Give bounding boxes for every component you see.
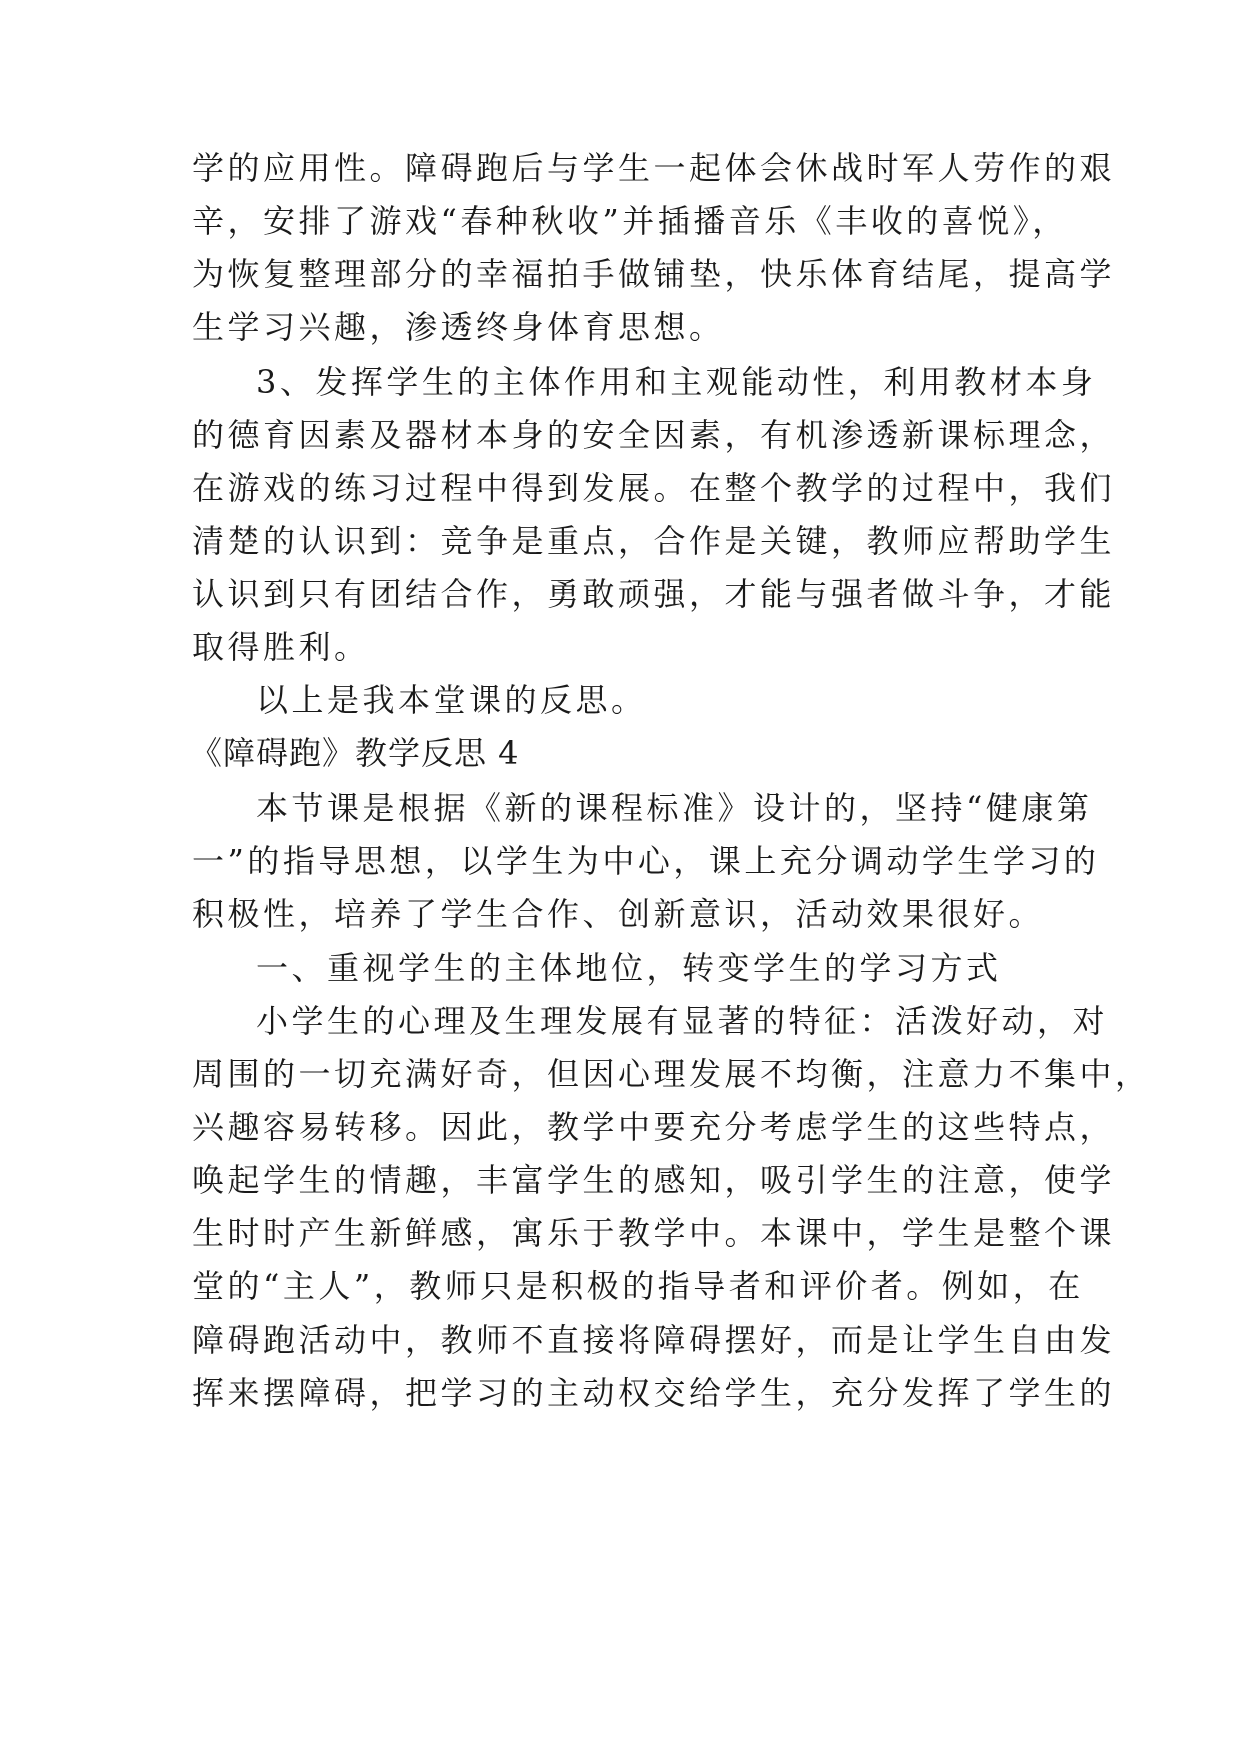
text-line: 小学生的心理及生理发展有显著的特征：活泼好动，对	[256, 1002, 1109, 1040]
text-line: 障碍跑活动中，教师不直接将障碍摆好，而是让学生自由发	[192, 1321, 1116, 1359]
text-line: 学的应用性。障碍跑后与学生一起体会休战时军人劳作的艰	[192, 149, 1116, 187]
text-line: 本节课是根据《新的课程标准》设计的，坚持“健康第	[256, 789, 1093, 827]
text-line: 取得胜利。	[192, 628, 370, 666]
text-line: 认识到只有团结合作，勇敢顽强，才能与强者做斗争，才能	[192, 575, 1116, 613]
text-line: 周围的一切充满好奇，但因心理发展不均衡，注意力不集中，	[192, 1055, 1151, 1093]
text-line: 兴趣容易转移。因此，教学中要充分考虑学生的这些特点，	[192, 1108, 1116, 1146]
text-line: 在游戏的练习过程中得到发展。在整个教学的过程中，我们	[192, 469, 1116, 507]
text-line: 一、重视学生的主体地位，转变学生的学习方式	[256, 949, 1002, 987]
text-line: 堂的“主人”，教师只是积极的指导者和评价者。例如，在	[192, 1267, 1084, 1305]
text-line: 清楚的认识到：竞争是重点，合作是关键，教师应帮助学生	[192, 522, 1116, 560]
text-line: 积极性，培养了学生合作、创新意识，活动效果很好。	[192, 895, 1045, 933]
text-line: 为恢复整理部分的幸福拍手做铺垫，快乐体育结尾，提高学	[192, 255, 1116, 293]
text-line: 辛，安排了游戏“春种秋收”并插播音乐《丰收的喜悦》，	[192, 202, 1068, 240]
text-line: 3、发挥学生的主体作用和主观能动性，利用教材本身	[256, 363, 1097, 401]
text-line: 生学习兴趣，渗透终身体育思想。	[192, 308, 725, 346]
section-heading: 《障碍跑》教学反思 4	[190, 734, 520, 772]
text-line: 挥来摆障碍，把学习的主动权交给学生，充分发挥了学生的	[192, 1374, 1116, 1412]
text-line: 一”的指导思想，以学生为中心，课上充分调动学生学习的	[192, 842, 1100, 880]
text-line: 的德育因素及器材本身的安全因素，有机渗透新课标理念，	[192, 416, 1116, 454]
text-line: 唤起学生的情趣，丰富学生的感知，吸引学生的注意，使学	[192, 1161, 1116, 1199]
text-line: 生时时产生新鲜感，寓乐于教学中。本课中，学生是整个课	[192, 1214, 1116, 1252]
text-line: 以上是我本堂课的反思。	[256, 681, 647, 719]
